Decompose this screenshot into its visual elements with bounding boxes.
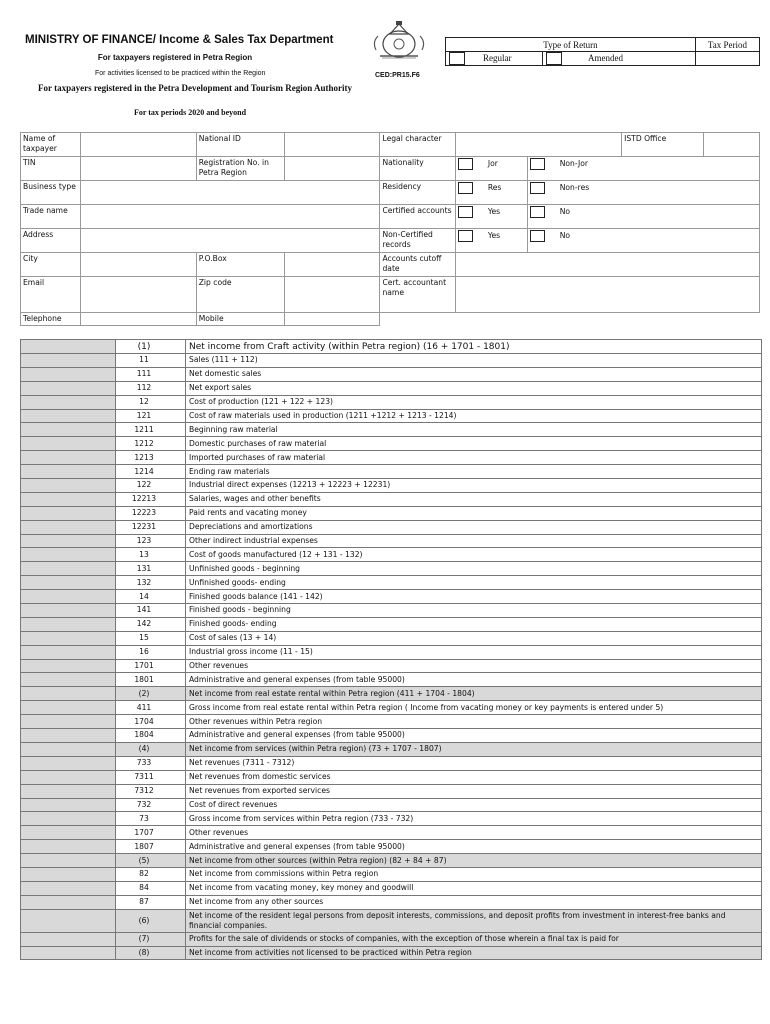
amount-field[interactable] — [21, 742, 116, 756]
telephone-field[interactable] — [80, 313, 196, 326]
item-description: Cost of goods manufactured (12 + 131 - 132) — [186, 548, 762, 562]
form-subtitle: For taxpayers registered in Petra Region — [97, 53, 253, 62]
item-description: Net income from activities not licensed to be practiced within Petra region — [186, 946, 762, 960]
residency-res — [456, 181, 528, 205]
item-code: 7312 — [116, 784, 186, 798]
amount-field[interactable] — [21, 770, 116, 784]
amount-field[interactable] — [21, 826, 116, 840]
mobile-field[interactable] — [284, 313, 380, 326]
item-description: Net revenues from domestic services — [186, 770, 762, 784]
item-description: Ending raw materials — [186, 465, 762, 479]
item-description: Industrial gross income (11 - 15) — [186, 645, 762, 659]
table-row — [21, 715, 762, 729]
item-code: 142 — [116, 617, 186, 631]
amended-label: Amended — [588, 52, 623, 63]
jor-label: Jor — [487, 159, 498, 168]
res-checkbox[interactable] — [458, 182, 473, 194]
table-row — [21, 534, 762, 548]
item-description: Cost of direct revenues — [186, 798, 762, 812]
regular-label: Regular — [483, 52, 512, 63]
accounts-cutoff-label: Accounts cutoff date — [380, 253, 456, 277]
item-description: Gross income from real estate rental within Petra region ( Income from vacating money or key payments is entered under 5) — [186, 701, 762, 715]
item-description: Net income from other sources (within Petra region) (82 + 84 + 87) — [186, 854, 762, 868]
non-res-label: Non-res — [559, 183, 590, 192]
amount-field[interactable] — [21, 756, 116, 770]
amount-field[interactable] — [21, 423, 116, 437]
amount-field[interactable] — [21, 798, 116, 812]
amount-field[interactable] — [21, 381, 116, 395]
non-res-checkbox[interactable] — [530, 182, 545, 194]
table-row — [21, 946, 762, 960]
form-code: CED:PR15.F6 — [375, 72, 420, 79]
tin-field[interactable] — [80, 157, 196, 181]
table-row — [21, 645, 762, 659]
item-description: Imported purchases of raw material — [186, 451, 762, 465]
taxpayer-info-table — [20, 132, 760, 326]
form-subtitle-authority: For taxpayers registered in the Petra Development and Tourism Region Authority — [38, 83, 352, 93]
amount-field[interactable] — [21, 784, 116, 798]
amount-field[interactable] — [21, 451, 116, 465]
item-description: Net revenues from exported services — [186, 784, 762, 798]
amount-field[interactable] — [21, 506, 116, 520]
table-row — [21, 437, 762, 451]
item-description: Administrative and general expenses (from table 95000) — [186, 729, 762, 743]
jor-checkbox[interactable] — [458, 158, 473, 170]
national-id-label: National ID — [196, 133, 284, 157]
item-description: Finished goods- ending — [186, 617, 762, 631]
item-description: Cost of sales (13 + 14) — [186, 631, 762, 645]
item-description: Other revenues — [186, 659, 762, 673]
amount-field[interactable] — [21, 395, 116, 409]
item-code: 14 — [116, 590, 186, 604]
item-code: (7) — [116, 932, 186, 946]
certified-no-checkbox[interactable] — [530, 206, 545, 218]
table-row — [21, 701, 762, 715]
residency-label: Residency — [380, 181, 456, 205]
amount-field[interactable] — [21, 909, 116, 932]
certified-yes-checkbox[interactable] — [458, 206, 473, 218]
amount-field[interactable] — [21, 520, 116, 534]
item-description: Net domestic sales — [186, 367, 762, 381]
amount-field[interactable] — [21, 479, 116, 493]
emblem-icon — [370, 20, 428, 62]
form-subtitle-activities: For activities licensed to be practiced within the Region — [95, 70, 266, 77]
item-code: 122 — [116, 479, 186, 493]
amount-field[interactable] — [21, 673, 116, 687]
table-row — [21, 687, 762, 701]
city-field[interactable] — [80, 253, 196, 277]
table-row — [21, 506, 762, 520]
return-type-table — [445, 37, 760, 66]
amount-field[interactable] — [21, 687, 116, 701]
table-row — [21, 784, 762, 798]
noncert-no-checkbox[interactable] — [530, 230, 545, 242]
zip-code-field[interactable] — [284, 277, 380, 313]
item-code: 1804 — [116, 729, 186, 743]
amount-field[interactable] — [21, 840, 116, 854]
telephone-label: Telephone — [21, 313, 81, 326]
item-description: Finished goods balance (141 - 142) — [186, 590, 762, 604]
trade-name-label: Trade name — [21, 205, 81, 229]
certified-yes-label: Yes — [487, 207, 501, 216]
mobile-label: Mobile — [196, 313, 284, 326]
non-certified-records-label: Non-Certified records — [380, 229, 456, 253]
info-spacer — [380, 313, 760, 326]
item-code: 16 — [116, 645, 186, 659]
item-description: Cost of production (121 + 122 + 123) — [186, 395, 762, 409]
national-id-field[interactable] — [284, 133, 380, 157]
amount-field[interactable] — [21, 576, 116, 590]
zip-code-label: Zip code — [196, 277, 284, 313]
city-label: City — [21, 253, 81, 277]
item-description: Paid rents and vacating money — [186, 506, 762, 520]
item-code: (4) — [116, 742, 186, 756]
table-row — [21, 381, 762, 395]
item-code: 87 — [116, 895, 186, 909]
address-field[interactable] — [80, 229, 380, 253]
item-description: Administrative and general expenses (from table 95000) — [186, 840, 762, 854]
item-description: Net income from services (within Petra region) (73 + 1707 - 1807) — [186, 742, 762, 756]
item-code: 111 — [116, 367, 186, 381]
item-code: 12 — [116, 395, 186, 409]
item-description: Net income from any other sources — [186, 895, 762, 909]
email-label: Email — [21, 277, 81, 313]
amount-field[interactable] — [21, 932, 116, 946]
table-row — [21, 354, 762, 368]
table-row — [21, 826, 762, 840]
amount-field[interactable] — [21, 659, 116, 673]
table-row — [21, 590, 762, 604]
table-row — [21, 673, 762, 687]
item-description: Net revenues (7311 - 7312) — [186, 756, 762, 770]
income-items-body — [21, 340, 762, 960]
table-row — [21, 895, 762, 909]
registration-no-field[interactable] — [284, 157, 380, 181]
item-code: 1214 — [116, 465, 186, 479]
table-row — [21, 932, 762, 946]
table-row — [21, 465, 762, 479]
tin-label: TIN — [21, 157, 81, 181]
istd-office-field[interactable] — [704, 133, 760, 157]
regular-checkbox[interactable] — [449, 52, 465, 65]
item-code: 121 — [116, 409, 186, 423]
table-row — [21, 520, 762, 534]
amended-option — [543, 52, 696, 66]
residency-non-res — [528, 181, 760, 205]
cert-accountant-field[interactable] — [456, 277, 760, 313]
amount-field[interactable] — [21, 701, 116, 715]
amount-field[interactable] — [21, 534, 116, 548]
item-description: Net income from commissions within Petra region — [186, 867, 762, 881]
table-row — [21, 562, 762, 576]
type-of-return-label: Type of Return — [446, 38, 696, 52]
table-row — [21, 423, 762, 437]
item-description: Unfinished goods- ending — [186, 576, 762, 590]
item-code: (6) — [116, 909, 186, 932]
table-row — [21, 367, 762, 381]
table-row — [21, 770, 762, 784]
item-description: Cost of raw materials used in production (1211 +1212 + 1213 - 1214) — [186, 409, 762, 423]
po-box-field[interactable] — [284, 253, 380, 277]
item-code: 732 — [116, 798, 186, 812]
noncert-yes-checkbox[interactable] — [458, 230, 473, 242]
item-description: Domestic purchases of raw material — [186, 437, 762, 451]
name-of-taxpayer-label: Name of taxpayer — [21, 133, 81, 157]
trade-name-field[interactable] — [80, 205, 380, 229]
item-code: 1704 — [116, 715, 186, 729]
tax-period-label: Tax Period — [695, 38, 759, 52]
table-row — [21, 798, 762, 812]
item-description: Depreciations and amortizations — [186, 520, 762, 534]
item-code: 1807 — [116, 840, 186, 854]
form-title: MINISTRY OF FINANCE/ Income & Sales Tax Department — [25, 34, 334, 46]
table-row — [21, 576, 762, 590]
amount-field[interactable] — [21, 729, 116, 743]
item-code: 733 — [116, 756, 186, 770]
item-description: Net income from Craft activity (within Petra region) (16 + 1701 - 1801) — [186, 340, 762, 354]
amount-field[interactable] — [21, 367, 116, 381]
item-code: 13 — [116, 548, 186, 562]
business-type-label: Business type — [21, 181, 81, 205]
item-code: 7311 — [116, 770, 186, 784]
amount-field[interactable] — [21, 895, 116, 909]
istd-office-label: ISTD Office — [622, 133, 704, 157]
item-code: 84 — [116, 881, 186, 895]
amount-field[interactable] — [21, 604, 116, 618]
item-description: Sales (111 + 112) — [186, 354, 762, 368]
item-description: Other indirect industrial expenses — [186, 534, 762, 548]
item-code: 82 — [116, 867, 186, 881]
item-code: 12223 — [116, 506, 186, 520]
item-code: 1701 — [116, 659, 186, 673]
non-jor-label: Non-Jor — [559, 159, 589, 168]
noncert-yes — [456, 229, 528, 253]
item-code: 1211 — [116, 423, 186, 437]
cert-accountant-label: Cert. accountant name — [380, 277, 456, 313]
amount-field[interactable] — [21, 562, 116, 576]
table-row — [21, 729, 762, 743]
table-row — [21, 756, 762, 770]
item-code: 12231 — [116, 520, 186, 534]
nationality-jor — [456, 157, 528, 181]
amount-field[interactable] — [21, 437, 116, 451]
item-code: 1801 — [116, 673, 186, 687]
item-code: 112 — [116, 381, 186, 395]
item-code: 411 — [116, 701, 186, 715]
address-label: Address — [21, 229, 81, 253]
po-box-label: P.O.Box — [196, 253, 284, 277]
noncert-yes-label: Yes — [487, 231, 501, 240]
table-row — [21, 659, 762, 673]
certified-yes — [456, 205, 528, 229]
amount-field[interactable] — [21, 867, 116, 881]
amount-field[interactable] — [21, 715, 116, 729]
table-row — [21, 881, 762, 895]
table-row — [21, 617, 762, 631]
registration-no-label: Registration No. in Petra Region — [196, 157, 284, 181]
item-code: (5) — [116, 854, 186, 868]
certified-no — [528, 205, 760, 229]
table-row — [21, 854, 762, 868]
amount-field[interactable] — [21, 590, 116, 604]
amount-field[interactable] — [21, 465, 116, 479]
item-description: Unfinished goods - beginning — [186, 562, 762, 576]
item-description: Other revenues — [186, 826, 762, 840]
item-description: Profits for the sale of dividends or stocks of companies, with the exception of those wherein a final tax is paid for — [186, 932, 762, 946]
item-code: 132 — [116, 576, 186, 590]
item-description: Beginning raw material — [186, 423, 762, 437]
name-of-taxpayer-field[interactable] — [80, 133, 196, 157]
non-jor-checkbox[interactable] — [530, 158, 545, 170]
item-code: 1213 — [116, 451, 186, 465]
amount-field[interactable] — [21, 354, 116, 368]
item-code: 1707 — [116, 826, 186, 840]
table-row — [21, 631, 762, 645]
table-row — [21, 604, 762, 618]
table-row — [21, 409, 762, 423]
nationality-label: Nationality — [380, 157, 456, 181]
item-description: Net income of the resident legal persons from deposit interests, commissions, and deposit profits from investment in interest-free banks and financial companies. — [186, 909, 762, 932]
table-row — [21, 451, 762, 465]
business-type-field[interactable] — [80, 181, 380, 205]
income-items-table — [20, 339, 762, 960]
amount-field[interactable] — [21, 631, 116, 645]
item-description: Administrative and general expenses (from table 95000) — [186, 673, 762, 687]
table-row — [21, 909, 762, 932]
legal-character-label: Legal character — [380, 133, 456, 157]
item-description: Other revenues within Petra region — [186, 715, 762, 729]
table-row — [21, 742, 762, 756]
amended-checkbox[interactable] — [546, 52, 562, 65]
item-code: (1) — [116, 340, 186, 354]
item-description: Net income from vacating money, key money and goodwill — [186, 881, 762, 895]
email-field[interactable] — [80, 277, 196, 313]
nationality-non-jor — [528, 157, 760, 181]
item-description: Finished goods - beginning — [186, 604, 762, 618]
item-code: 123 — [116, 534, 186, 548]
item-code: 11 — [116, 354, 186, 368]
item-description: Net export sales — [186, 381, 762, 395]
amount-field[interactable] — [21, 492, 116, 506]
tax-period-field[interactable] — [695, 52, 759, 66]
legal-character-field[interactable] — [456, 133, 622, 157]
item-code: (8) — [116, 946, 186, 960]
table-row — [21, 479, 762, 493]
item-code: 73 — [116, 812, 186, 826]
accounts-cutoff-field[interactable] — [456, 253, 760, 277]
amount-field[interactable] — [21, 617, 116, 631]
amount-field[interactable] — [21, 548, 116, 562]
item-code: 131 — [116, 562, 186, 576]
res-label: Res — [487, 183, 502, 192]
table-row — [21, 840, 762, 854]
noncert-no — [528, 229, 760, 253]
certified-accounts-label: Certified accounts — [380, 205, 456, 229]
item-code: 12213 — [116, 492, 186, 506]
amount-field[interactable] — [21, 854, 116, 868]
certified-no-label: No — [559, 207, 571, 216]
amount-field[interactable] — [21, 812, 116, 826]
table-row — [21, 867, 762, 881]
item-description: Salaries, wages and other benefits — [186, 492, 762, 506]
table-row — [21, 812, 762, 826]
item-description: Industrial direct expenses (12213 + 12223 + 12231) — [186, 479, 762, 493]
regular-option — [446, 52, 543, 66]
amount-field[interactable] — [21, 340, 116, 354]
item-description: Net income from real estate rental within Petra region (411 + 1704 - 1804) — [186, 687, 762, 701]
item-description: Gross income from services within Petra region (733 - 732) — [186, 812, 762, 826]
table-row — [21, 340, 762, 354]
item-code: 141 — [116, 604, 186, 618]
table-row — [21, 548, 762, 562]
noncert-no-label: No — [559, 231, 571, 240]
amount-field[interactable] — [21, 645, 116, 659]
item-code: 15 — [116, 631, 186, 645]
table-row — [21, 395, 762, 409]
amount-field[interactable] — [21, 946, 116, 960]
item-code: 1212 — [116, 437, 186, 451]
form-subtitle-periods: For tax periods 2020 and beyond — [133, 108, 247, 117]
amount-field[interactable] — [21, 409, 116, 423]
amount-field[interactable] — [21, 881, 116, 895]
table-row — [21, 492, 762, 506]
item-code: (2) — [116, 687, 186, 701]
